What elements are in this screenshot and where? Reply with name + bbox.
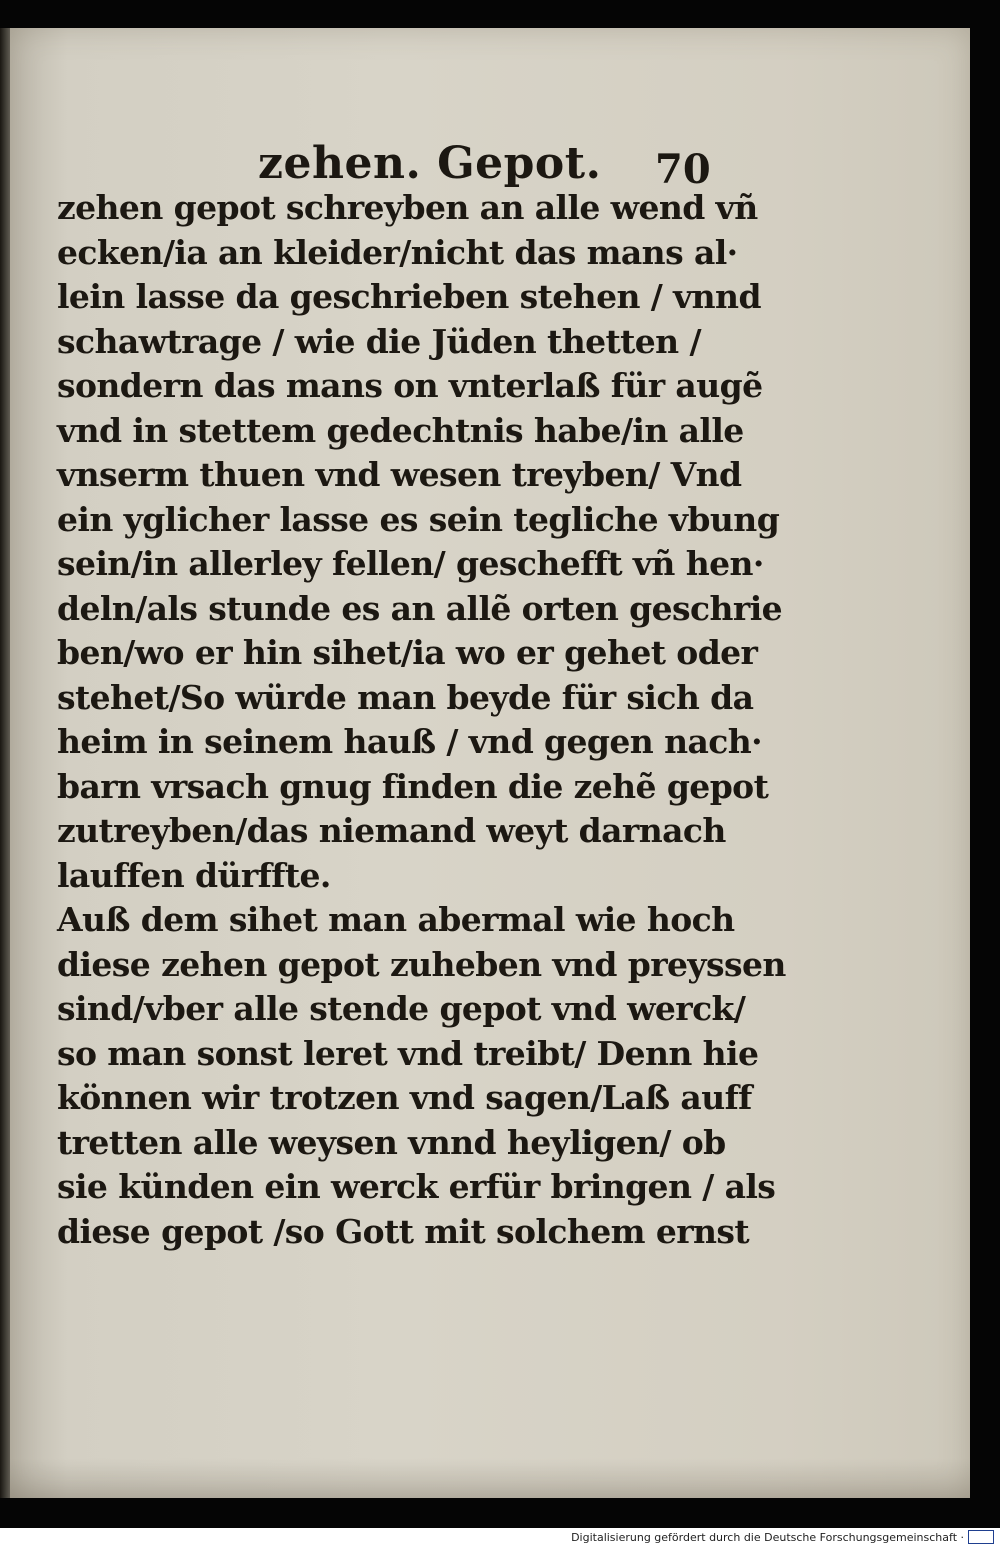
text-line: vnd in stettem gedechtnis habe/in alle xyxy=(57,410,744,450)
footer-bar xyxy=(0,1528,1000,1547)
text-line: heim in seinem hauß / vnd gegen nach· xyxy=(57,722,763,761)
funding-credit: Digitalisierung gefördert durch die Deutsche Forschungsgemeinschaft · xyxy=(571,1531,964,1544)
text-line: sein/in allerley fellen/ geschefft vñ hen· xyxy=(57,544,764,583)
text-line: barn vrsach gnug finden die zehẽ gepot xyxy=(57,766,769,806)
text-line: vnserm thuen vnd wesen treyben/ Vnd xyxy=(57,455,742,494)
text-line: können wir trotzen vnd sagen/Laß auff xyxy=(57,1078,752,1117)
page-shadow xyxy=(10,1458,970,1498)
text-line: lein lasse da geschrieben stehen / vnnd xyxy=(57,277,761,316)
text-line: sind/vber alle stende gepot vnd werck/ xyxy=(57,989,746,1028)
running-head: zehen. Gepot. xyxy=(258,138,602,189)
page-number: 70 xyxy=(655,146,711,193)
text-line: zutreyben/das niemand weyt darnach xyxy=(57,811,726,850)
text-line: stehet/So würde man beyde für sich da xyxy=(57,677,754,717)
text-line: lauffen dürffte. xyxy=(57,855,331,895)
dfg-logo xyxy=(968,1530,994,1544)
text-line: deln/als stunde es an allẽ orten geschrie xyxy=(57,588,783,628)
text-line: schawtrage / wie die Jüden thetten / xyxy=(57,321,701,361)
text-line: zehen gepot schreyben an alle wend vñ xyxy=(57,188,758,227)
text-line: diese gepot /so Gott mit solchem ernst xyxy=(57,1211,750,1251)
text-line: ben/wo er hin sihet/ia wo er gehet oder xyxy=(57,633,758,672)
text-line: tretten alle weysen vnnd heyligen/ ob xyxy=(57,1122,726,1162)
text-line: ein yglicher lasse es sein tegliche vbung xyxy=(57,499,780,539)
text-line: sie künden ein werck erfür bringen / als xyxy=(57,1167,776,1206)
text-line: diese zehen gepot zuheben vnd preyssen xyxy=(57,944,786,984)
text-line: sondern das mans on vnterlaß für augẽ xyxy=(57,366,763,405)
text-line: so man sonst leret vnd treibt/ Denn hie xyxy=(57,1033,759,1073)
body-text xyxy=(57,186,786,1254)
text-line: ecken/ia an kleider/nicht das mans al· xyxy=(57,232,738,272)
text-line: Auß dem sihet man abermal wie hoch xyxy=(57,900,735,939)
